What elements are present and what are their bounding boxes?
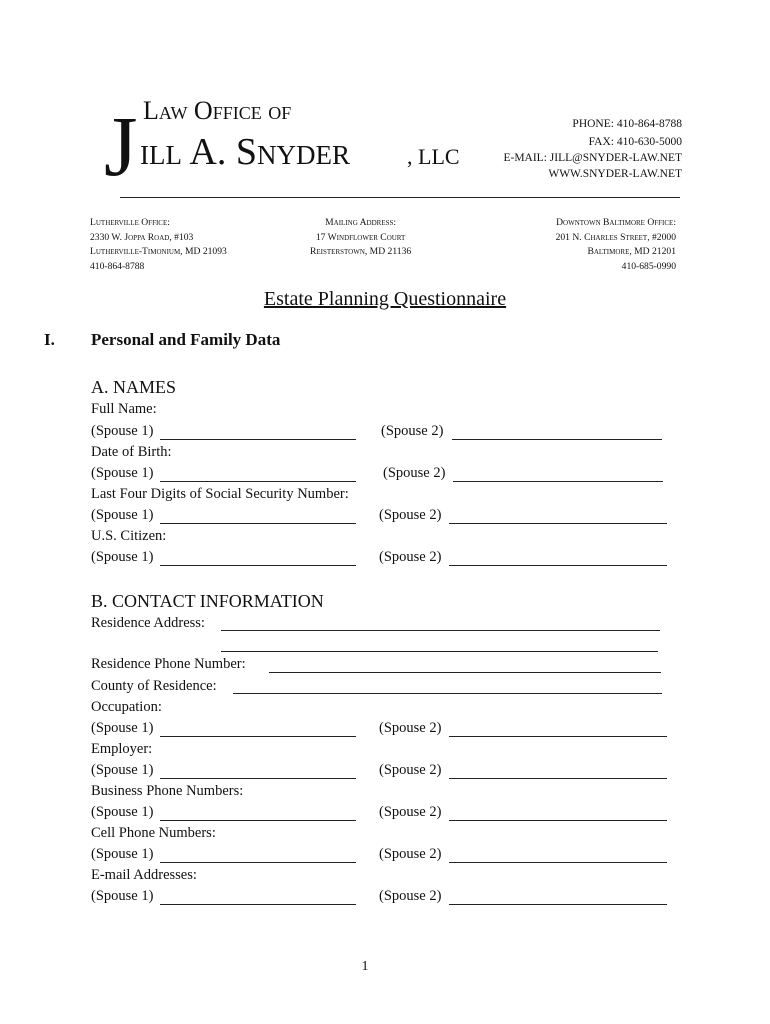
residence-phone-label: Residence Phone Number: [91,656,246,672]
ssn-label: Last Four Digits of Social Security Number: [91,486,349,502]
firm-name: ill A. Snyder [140,131,350,173]
ssn-spouse2-field[interactable] [449,523,667,524]
dob-spouse2-field[interactable] [453,481,663,482]
email-label: E-mail Addresses: [91,867,197,883]
lutherville-office [90,216,227,274]
contact-heading: B. CONTACT INFORMATION [91,591,324,611]
office-label: Downtown Baltimore Office: [556,217,676,228]
employer-spouse2-field[interactable] [449,778,667,779]
spouse2-label: (Spouse 2) [379,762,442,778]
residence-address-field[interactable] [221,630,660,631]
firm-phone: PHONE: 410-864-8788 [572,118,682,130]
baltimore-office [556,216,676,274]
office-street: 17 Windflower Court [315,231,406,243]
full-name-label: Full Name: [91,401,157,417]
spouse1-label: (Spouse 1) [91,549,154,565]
citizen-spouse2-field[interactable] [449,565,667,566]
business-phone-label: Business Phone Numbers: [91,783,244,799]
spouse1-label: (Spouse 1) [91,762,154,778]
firm-website: WWW.SNYDER-LAW.NET [548,168,682,180]
logo-letter-j: J [104,98,138,194]
office-city: Baltimore, MD 21201 [587,246,676,257]
document-title: Estate Planning Questionnaire [263,288,507,310]
business-phone-spouse1-field[interactable] [160,820,356,821]
spouse1-label: (Spouse 1) [91,846,154,862]
spouse2-label: (Spouse 2) [379,507,442,523]
county-label: County of Residence: [91,678,217,694]
spouse2-label: (Spouse 2) [379,804,442,820]
firm-fax: FAX: 410-630-5000 [588,136,682,148]
firm-email: E-MAIL: JILL@SNYDER-LAW.NET [503,152,682,164]
spouse2-label: (Spouse 2) [383,465,446,481]
occupation-spouse1-field[interactable] [160,736,356,737]
residence-phone-field[interactable] [269,672,661,673]
county-field[interactable] [233,693,662,694]
occupation-label: Occupation: [91,699,162,715]
office-street: 201 N. Charles Street, #2000 [555,231,676,243]
letterhead-divider [120,197,680,198]
spouse1-label: (Spouse 1) [91,465,154,481]
spouse2-label: (Spouse 2) [379,549,442,565]
residence-address-field-2[interactable] [221,651,658,652]
spouse2-label: (Spouse 2) [379,888,442,904]
citizen-label: U.S. Citizen: [91,528,167,544]
ssn-spouse1-field[interactable] [160,523,356,524]
firm-llc: , LLC [407,144,460,169]
full-name-spouse2-field[interactable] [452,439,662,440]
office-phone: 410-685-0990 [621,260,676,272]
office-label: Mailing Address: [325,217,397,228]
mailing-address [310,216,411,260]
spouse2-label: (Spouse 2) [379,846,442,862]
names-heading: A. NAMES [91,377,177,397]
residence-address-label: Residence Address: [91,615,205,631]
email-spouse2-field[interactable] [449,904,667,905]
spouse1-label: (Spouse 1) [91,888,154,904]
business-phone-spouse2-field[interactable] [449,820,667,821]
office-label: Lutherville Office: [90,217,170,228]
employer-spouse1-field[interactable] [160,778,356,779]
occupation-spouse2-field[interactable] [449,736,667,737]
dob-spouse1-field[interactable] [160,481,356,482]
spouse2-label: (Spouse 2) [381,423,444,439]
office-phone: 410-864-8788 [90,260,145,272]
section-title: Personal and Family Data [91,330,281,349]
spouse1-label: (Spouse 1) [91,720,154,736]
cell-phone-spouse2-field[interactable] [449,862,667,863]
spouse1-label: (Spouse 1) [91,804,154,820]
section-number: I. [44,330,55,349]
spouse2-label: (Spouse 2) [379,720,442,736]
page-number: 1 [361,959,369,974]
office-city: Reisterstown, MD 21136 [310,246,412,257]
cell-phone-label: Cell Phone Numbers: [91,825,216,841]
employer-label: Employer: [91,741,153,757]
cell-phone-spouse1-field[interactable] [160,862,356,863]
citizen-spouse1-field[interactable] [160,565,356,566]
office-city: Lutherville-Timonium, MD 21093 [90,246,227,257]
dob-label: Date of Birth: [91,444,172,460]
office-street: 2330 W. Joppa Road, #103 [90,231,194,243]
spouse1-label: (Spouse 1) [91,507,154,523]
law-office-of-heading: Law Office of [143,96,292,125]
spouse1-label: (Spouse 1) [91,423,154,439]
full-name-spouse1-field[interactable] [160,439,356,440]
email-spouse1-field[interactable] [160,904,356,905]
